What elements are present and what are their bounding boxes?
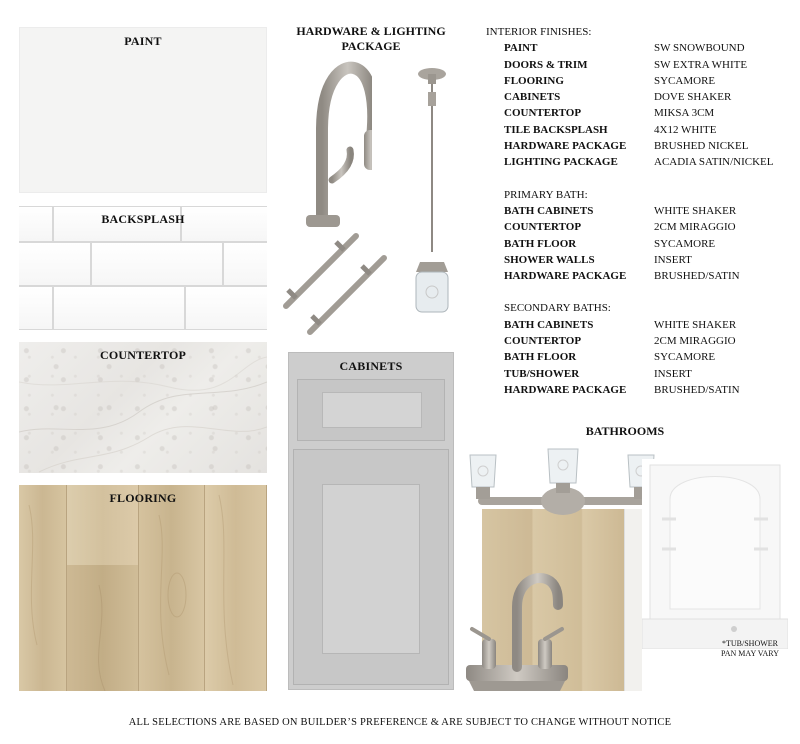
finish-row bbox=[486, 203, 796, 219]
tile bbox=[19, 286, 53, 330]
flooring-label: FLOORING bbox=[109, 491, 177, 505]
kitchen-faucet-image bbox=[292, 60, 372, 230]
finish-value: DOVE SHAKER bbox=[654, 91, 732, 104]
bath-cabinet-swatch bbox=[624, 509, 642, 691]
vanity-light-image bbox=[458, 447, 668, 527]
finish-label: TUB/SHOWER bbox=[504, 367, 580, 380]
tile bbox=[185, 286, 267, 330]
finish-label: FLOORING bbox=[504, 74, 564, 87]
finish-value: 4X12 WHITE bbox=[654, 123, 717, 136]
finish-row bbox=[486, 366, 796, 382]
paint-swatch bbox=[19, 27, 267, 193]
finish-label: DOORS & TRIM bbox=[504, 58, 588, 71]
cabinet-drawer bbox=[297, 379, 445, 441]
note-line2: PAN MAY VARY bbox=[721, 649, 779, 658]
finish-row bbox=[486, 349, 796, 365]
finish-value: SYCAMORE bbox=[654, 237, 716, 250]
finish-row bbox=[486, 105, 796, 121]
finish-label: COUNTERTOP bbox=[504, 335, 582, 348]
backsplash-label: BACKSPLASH bbox=[101, 212, 185, 226]
note-line1: *TUB/SHOWER bbox=[722, 639, 778, 648]
finish-row bbox=[486, 122, 796, 138]
finish-value: WHITE SHAKER bbox=[654, 204, 737, 217]
finish-label: COUNTERTOP bbox=[504, 107, 582, 120]
finish-value: SW EXTRA WHITE bbox=[654, 58, 748, 71]
tile bbox=[53, 286, 185, 330]
bath-faucet-image bbox=[462, 567, 572, 691]
finish-row bbox=[486, 57, 796, 73]
countertop-swatch bbox=[19, 342, 267, 473]
finish-label: HARDWARE PACKAGE bbox=[504, 270, 627, 283]
finish-row bbox=[486, 382, 796, 398]
finish-row bbox=[486, 40, 796, 56]
disclaimer-footer: ALL SELECTIONS ARE BASED ON BUILDER’S PREFERENCE & ARE SUBJECT TO CHANGE WITHOUT NOTICE bbox=[128, 717, 672, 728]
wood-grain bbox=[19, 485, 267, 691]
finish-label: BATH CABINETS bbox=[504, 204, 594, 217]
finish-row bbox=[486, 268, 796, 284]
secondary-baths-title: SECONDARY BATHS: bbox=[504, 302, 611, 315]
finish-label: BATH CABINETS bbox=[504, 318, 594, 331]
hardware-lighting-title bbox=[283, 24, 459, 54]
primary-bath-title: PRIMARY BATH: bbox=[504, 188, 588, 201]
finish-value: SYCAMORE bbox=[654, 351, 716, 364]
finish-value: ACADIA SATIN/NICKEL bbox=[654, 156, 774, 169]
cabinets-label: CABINETS bbox=[339, 359, 403, 373]
cabinet-door bbox=[293, 449, 449, 685]
finish-value: BRUSHED/SATIN bbox=[654, 383, 740, 396]
finish-value: MIKSA 3CM bbox=[654, 107, 715, 120]
finish-label: CABINETS bbox=[504, 91, 561, 104]
finish-row bbox=[486, 73, 796, 89]
finish-label: BATH FLOOR bbox=[504, 351, 577, 364]
finish-value: INSERT bbox=[654, 367, 692, 380]
finish-row bbox=[486, 219, 796, 235]
finish-label: BATH FLOOR bbox=[504, 237, 577, 250]
finish-value: BRUSHED NICKEL bbox=[654, 140, 749, 153]
finish-label: PAINT bbox=[504, 42, 538, 55]
interior-finishes-title: INTERIOR FINISHES: bbox=[486, 26, 592, 38]
tile bbox=[19, 242, 91, 286]
finish-row bbox=[486, 317, 796, 333]
finish-row bbox=[486, 252, 796, 268]
hardware-title-line2: PACKAGE bbox=[341, 39, 401, 53]
tile bbox=[91, 242, 223, 286]
finish-row bbox=[486, 154, 796, 170]
finish-value: 2CM MIRAGGIO bbox=[654, 335, 736, 348]
shower-insert-image bbox=[642, 459, 788, 649]
tub-shower-note bbox=[704, 639, 796, 659]
finish-row bbox=[486, 89, 796, 105]
tile bbox=[223, 242, 267, 286]
finishes-list bbox=[486, 24, 796, 398]
finish-value: 2CM MIRAGGIO bbox=[654, 221, 736, 234]
finish-label: COUNTERTOP bbox=[504, 221, 582, 234]
finish-row bbox=[486, 333, 796, 349]
countertop-label: COUNTERTOP bbox=[99, 348, 187, 362]
cabinet-swatch bbox=[288, 352, 454, 690]
finish-row bbox=[486, 236, 796, 252]
finish-value: SW SNOWBOUND bbox=[654, 42, 745, 55]
finish-value: SYCAMORE bbox=[654, 74, 716, 87]
flooring-swatch bbox=[19, 485, 267, 691]
finish-label: TILE BACKSPLASH bbox=[504, 123, 608, 136]
finish-label: SHOWER WALLS bbox=[504, 253, 595, 266]
paint-label: PAINT bbox=[124, 34, 162, 48]
finish-label: LIGHTING PACKAGE bbox=[504, 156, 618, 169]
finish-value: INSERT bbox=[654, 253, 692, 266]
cabinet-pulls-image bbox=[278, 228, 388, 340]
bathrooms-title: BATHROOMS bbox=[585, 424, 665, 438]
pendant-light-image bbox=[410, 62, 460, 322]
hardware-title-line1: HARDWARE & LIGHTING bbox=[296, 24, 446, 38]
finish-label: HARDWARE PACKAGE bbox=[504, 140, 627, 153]
finish-row bbox=[486, 138, 796, 154]
backsplash-swatch bbox=[19, 206, 267, 330]
finish-value: WHITE SHAKER bbox=[654, 318, 737, 331]
finish-label: HARDWARE PACKAGE bbox=[504, 383, 627, 396]
finish-value: BRUSHED/SATIN bbox=[654, 270, 740, 283]
